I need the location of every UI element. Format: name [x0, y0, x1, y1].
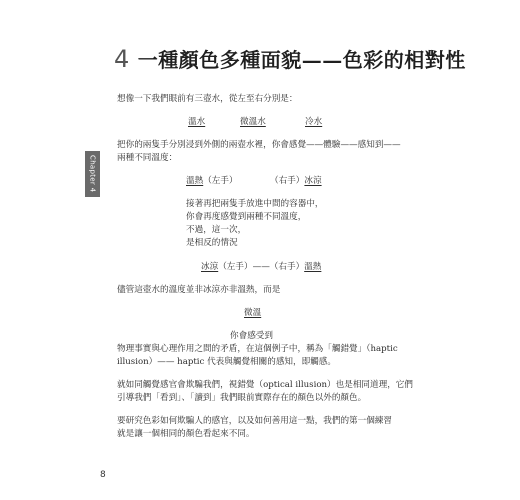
water-warm: 溫水: [188, 117, 206, 127]
hands-first-left: [186, 175, 238, 188]
paragraph-exercise-line2: 就是讓一個相同的顏色看起來不同。: [117, 429, 255, 439]
paragraph-exercise-line1: 要研究色彩如何欺騙人的感官，以及如何善用這一點，我們的第一個練習: [117, 416, 393, 426]
left-hand-label-2: （左手）: [218, 262, 253, 272]
dash: ——: [252, 262, 270, 272]
hands-first-right: [270, 175, 322, 188]
block-line-1: 接著再把兩隻手放進中間的容器中，: [186, 199, 324, 209]
word-warm-2: 溫熱: [304, 262, 322, 272]
paragraph-intro: 想像一下我們眼前有三壺水，從左至右分別是：: [117, 94, 298, 104]
paragraph-haptic-line2: illusion）—— haptic 代表與觸覺相關的感知，即觸感。: [117, 357, 336, 367]
block-line-3: 不過，這一次，: [186, 225, 247, 235]
paragraph-optical-line1: 就如同觸覺感官會欺騙我們，視錯覺（optical illusion）也是相同道理，它們: [117, 380, 413, 390]
page-title: [114, 44, 466, 73]
block-line-4: 是相反的情況: [186, 238, 238, 248]
page-number: 8: [100, 470, 106, 480]
block-line-2: 你會再度感覺到兩種不同溫度，: [186, 212, 307, 222]
paragraph-immerse-line1: 把你的兩隻手分別浸到外側的兩壺水裡，你會感覺——體驗——感知到——: [117, 140, 401, 150]
paragraph-despite: 儘管這壺水的溫度並非冰涼亦非溫熱，而是: [117, 285, 281, 295]
word-cool-2: 冰涼: [201, 262, 219, 272]
chapter-number: 4: [114, 45, 130, 73]
chapter-tab-label: Chapter 4: [88, 155, 97, 193]
word-cool: 冰涼: [304, 176, 322, 186]
paragraph-immerse-line2: 兩種不同溫度：: [117, 153, 178, 163]
hands-second: [201, 261, 321, 274]
left-hand-label: （左手）: [203, 176, 238, 186]
felt-label: 你會感受到: [230, 331, 273, 341]
paragraph-haptic-line1: 物理事實與心理作用之間的矛盾，在這個例子中，稱為「觸錯覺」（haptic: [117, 344, 398, 354]
paragraph-optical-line2: 引導我們「看到」、「讀到」我們眼前實際存在的顏色以外的顏色。: [117, 393, 367, 403]
word-warm: 溫熱: [186, 176, 204, 186]
water-lukewarm: 微溫水: [240, 117, 266, 127]
right-hand-label: （右手）: [270, 176, 305, 186]
water-cold: 冷水: [305, 117, 323, 127]
right-hand-label-2: （右手）: [269, 262, 305, 272]
chapter-title-text: 一種顏色多種面貌——色彩的相對性: [137, 48, 466, 72]
chapter-tab: [85, 151, 100, 197]
word-lukewarm: 微溫: [244, 308, 262, 318]
